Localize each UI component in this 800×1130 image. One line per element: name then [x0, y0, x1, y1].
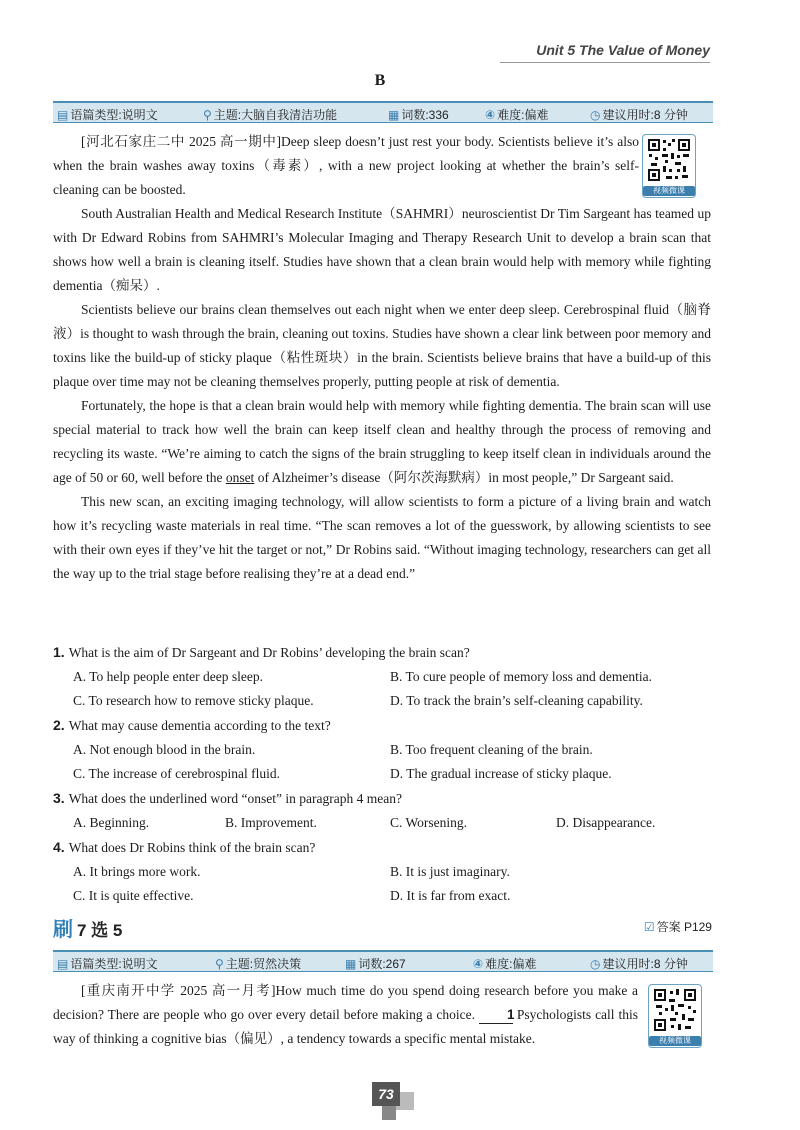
- video-lesson-qr[interactable]: [648, 984, 702, 1048]
- options-row: [53, 811, 713, 835]
- word-count-icon: ▦: [388, 108, 400, 122]
- word-count-icon: ▦: [345, 957, 357, 971]
- difficulty: ④ 难度:偏难: [485, 108, 549, 122]
- option-d[interactable]: D. The gradual increase of sticky plaque.: [390, 766, 612, 781]
- passage-b: [53, 130, 711, 586]
- options-row: [53, 665, 713, 689]
- magnifier-icon: ⚲: [203, 108, 212, 122]
- passage-info-bar: [53, 950, 713, 972]
- clock-icon: ◷: [590, 957, 601, 971]
- topic: ⚲ 主题:贸然决策: [215, 957, 302, 971]
- clock-icon: ◷: [590, 108, 601, 122]
- blank-1[interactable]: 1: [479, 1007, 513, 1024]
- option-b[interactable]: B. To cure people of memory loss and dementia.: [390, 669, 652, 684]
- option-d[interactable]: D. Disappearance.: [556, 815, 656, 830]
- passage-seven-five: [53, 979, 638, 1051]
- check-icon: ☑: [643, 920, 655, 934]
- document-icon: ▤: [57, 108, 69, 122]
- option-d[interactable]: D. It is far from exact.: [390, 888, 511, 903]
- paragraph-1: [重庆南开中学 2025 高一月考]How much time do you spend doing research before you make a decision? There are people who go over every detail before making a choice. 1 Psychologists call this way of thinking a cognitive bias（偏见）, a tendency towards a specific mental mistake.: [53, 983, 638, 1046]
- qr-code-icon: [653, 988, 697, 1032]
- word-count: ▦ 词数:267: [345, 957, 406, 971]
- header-divider: [500, 62, 710, 63]
- qr-label: 视频微课: [643, 186, 695, 196]
- text-type: ▤ 语篇类型:说明文: [57, 108, 158, 122]
- option-c[interactable]: C. To research how to remove sticky plaque.: [73, 693, 314, 708]
- option-b[interactable]: B. Too frequent cleaning of the brain.: [390, 742, 593, 757]
- difficulty-icon: ④: [485, 108, 496, 122]
- options-row: [53, 738, 713, 762]
- difficulty: ④ 难度:偏难: [473, 957, 537, 971]
- question-1: 1. What is the aim of Dr Sargeant and Dr Robins’ developing the brain scan?: [53, 644, 470, 660]
- suggested-time: ◷ 建议用时:8 分钟: [590, 957, 688, 971]
- paragraph-4: Fortunately, the hope is that a clean brain would help with memory while fighting dementia. The brain scan will use special material to track how well the brain can keep itself clean and healthy through the process of removing and recycling its waste. “We’re aiming to catch the signs of the brain struggling to keep itself clean in individuals around the age of 50 or 60, well before the onset of Alzheimer’s disease（阿尔茨海默病）in most people,” Dr Sargeant said.: [53, 398, 711, 485]
- option-b[interactable]: B. Improvement.: [225, 815, 317, 830]
- options-row: [53, 689, 713, 713]
- options-row: [53, 860, 713, 884]
- section-letter: B: [374, 72, 386, 89]
- option-d[interactable]: D. To track the brain’s self-cleaning capability.: [390, 693, 643, 708]
- difficulty-icon: ④: [473, 957, 484, 971]
- qr-label: 视频微课: [649, 1036, 701, 1046]
- option-b[interactable]: B. It is just imaginary.: [390, 864, 510, 879]
- magnifier-icon: ⚲: [215, 957, 224, 971]
- option-a[interactable]: A. Beginning.: [73, 815, 150, 830]
- options-row: [53, 762, 713, 786]
- options-row: [53, 884, 713, 908]
- page-number: 73: [372, 1082, 400, 1106]
- option-c[interactable]: C. The increase of cerebrospinal fluid.: [73, 766, 281, 781]
- suggested-time: ◷ 建议用时:8 分钟: [590, 108, 688, 122]
- option-a[interactable]: A. To help people enter deep sleep.: [73, 669, 263, 684]
- questions: [53, 640, 713, 908]
- text-type: ▤ 语篇类型:说明文: [57, 957, 158, 971]
- unit-header: Unit 5 The Value of Money: [536, 42, 710, 58]
- word-count: ▦ 词数:336: [388, 108, 449, 122]
- question-3: 3. What does the underlined word “onset” in paragraph 4 mean?: [53, 790, 402, 806]
- option-c[interactable]: C. It is quite effective.: [73, 888, 194, 903]
- option-a[interactable]: A. Not enough blood in the brain.: [73, 742, 256, 757]
- option-a[interactable]: A. It brings more work.: [73, 864, 201, 879]
- brush-icon: 刷: [53, 919, 73, 941]
- document-icon: ▤: [57, 957, 69, 971]
- paragraph-3: Scientists believe our brains clean themselves out each night when we enter deep sleep. Cerebrospinal fluid（脑脊液）is thought to wash through the brain, cleaning out toxins. Studies have shown a clear link between poor memory and toxins like the build-up of sticky plaque（粘性斑块）in the brain. Scientists believe brains that have a build-up of this plaque over time may not be cleaning themselves properly, putting people at risk of dementia.: [53, 302, 711, 389]
- underlined-word: onset: [225, 470, 255, 485]
- option-c[interactable]: C. Worsening.: [390, 815, 468, 830]
- paragraph-2: South Australian Health and Medical Research Institute（SAHMRI）neuroscientist Dr Tim Sargeant has teamed up with Dr Edward Robins from SAHMRI’s Molecular Imaging and Therapy Research Unit to develop a brain scan that shows how well a brain is cleaning itself. Studies have shown that a clean brain would help with memory while fighting dementia（痴呆）.: [53, 206, 711, 293]
- seven-choose-five-title: 刷 7 选 5: [53, 919, 123, 941]
- answer-reference[interactable]: ☑ 答案 P129: [643, 920, 712, 934]
- paragraph-5: This new scan, an exciting imaging technology, will allow scientists to form a picture of a living brain and watch how it’s recycling waste materials in real time. “The scan removes a lot of the guesswork, by allowing scientists to see with their own eyes if they’ve hit the target or not,” Dr Robins said. “Without imaging technology, researchers can get all the way up to the trial stage before realising they’re at a dead end.”: [53, 494, 711, 581]
- question-4: 4. What does Dr Robins think of the brain scan?: [53, 839, 316, 855]
- page-number-decoration: [382, 1106, 396, 1120]
- paragraph-1: [河北石家庄二中 2025 高一期中]Deep sleep doesn’t just rest your body. Scientists believe it’s also when the brain washes away toxins（毒素）, with a new project looking at whether the brain’s self-cleaning can be boosted.: [53, 134, 639, 197]
- question-2: 2. What may cause dementia according to the text?: [53, 717, 331, 733]
- topic: ⚲ 主题:大脑自我清洁功能: [203, 108, 338, 122]
- passage-info-bar: [53, 101, 713, 123]
